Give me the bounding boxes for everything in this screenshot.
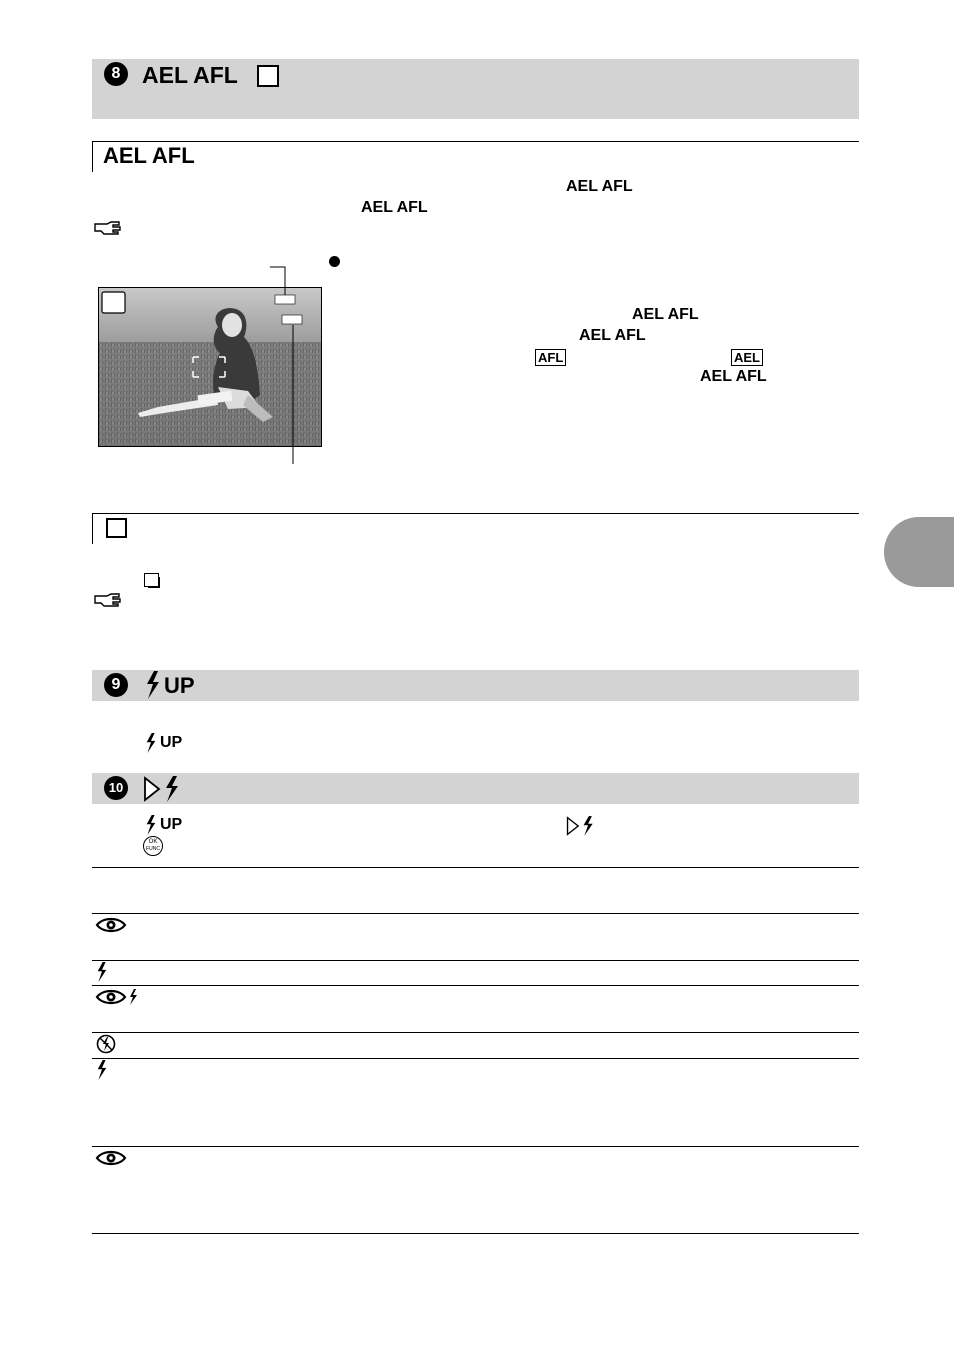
ael-afl-inline-1: AEL AFL bbox=[566, 178, 633, 195]
callout-lines bbox=[260, 260, 310, 470]
reference-hand-icon bbox=[94, 593, 122, 607]
table-rule bbox=[92, 1032, 859, 1033]
playback-flash-icon bbox=[566, 815, 598, 837]
bullet bbox=[329, 256, 340, 267]
sequential-shooting-icon bbox=[106, 518, 127, 538]
flash-icon bbox=[145, 671, 161, 699]
flash-up-label: UP bbox=[160, 734, 183, 751]
ael-afl-inline-2: AEL AFL bbox=[361, 199, 428, 216]
table-rule bbox=[92, 1146, 859, 1147]
ael-badge: AEL bbox=[731, 349, 763, 366]
afl-badge: AFL bbox=[535, 349, 566, 366]
red-eye-icon bbox=[95, 916, 127, 934]
table-rule bbox=[92, 1233, 859, 1234]
note-ael-afl-2: AEL AFL bbox=[579, 327, 646, 344]
table-rule bbox=[92, 913, 859, 914]
reference-hand-icon bbox=[94, 221, 122, 235]
flash-icon bbox=[145, 733, 157, 753]
section-9-number: 9 bbox=[104, 673, 128, 697]
sequential-shooting-icon bbox=[144, 573, 159, 587]
table-rule bbox=[92, 985, 859, 986]
section-9-header bbox=[92, 670, 859, 701]
red-eye-icon bbox=[95, 1149, 127, 1167]
section-9-title: UP bbox=[164, 673, 195, 698]
sequential-shooting-icon bbox=[257, 65, 279, 87]
chapter-tab bbox=[884, 517, 954, 587]
playback-flash-icon bbox=[143, 776, 185, 802]
ok-label: OK bbox=[148, 839, 158, 845]
table-rule bbox=[92, 960, 859, 961]
table-rule bbox=[92, 1058, 859, 1059]
flash-icon bbox=[145, 815, 157, 835]
flash-up-label: UP bbox=[160, 816, 183, 833]
sequential-subheader bbox=[92, 513, 859, 544]
note-ael-afl-3: AEL AFL bbox=[700, 368, 767, 385]
section-10-header bbox=[92, 773, 859, 804]
note-ael-afl-1: AEL AFL bbox=[632, 306, 699, 323]
func-label: FUNC bbox=[146, 846, 160, 852]
ael-afl-heading: AEL AFL bbox=[103, 143, 195, 168]
ael-afl-subheader bbox=[92, 141, 859, 172]
fill-flash-icon bbox=[96, 1060, 108, 1080]
ok-func-button-icon bbox=[143, 836, 163, 856]
section-8-title: AEL AFL bbox=[142, 62, 238, 88]
section-8-number: 8 bbox=[104, 62, 128, 86]
flash-icon bbox=[96, 962, 108, 982]
flash-off-icon bbox=[96, 1034, 116, 1054]
red-eye-flash-icon bbox=[95, 988, 141, 1006]
table-rule bbox=[92, 867, 859, 868]
section-10-number: 10 bbox=[104, 776, 128, 800]
